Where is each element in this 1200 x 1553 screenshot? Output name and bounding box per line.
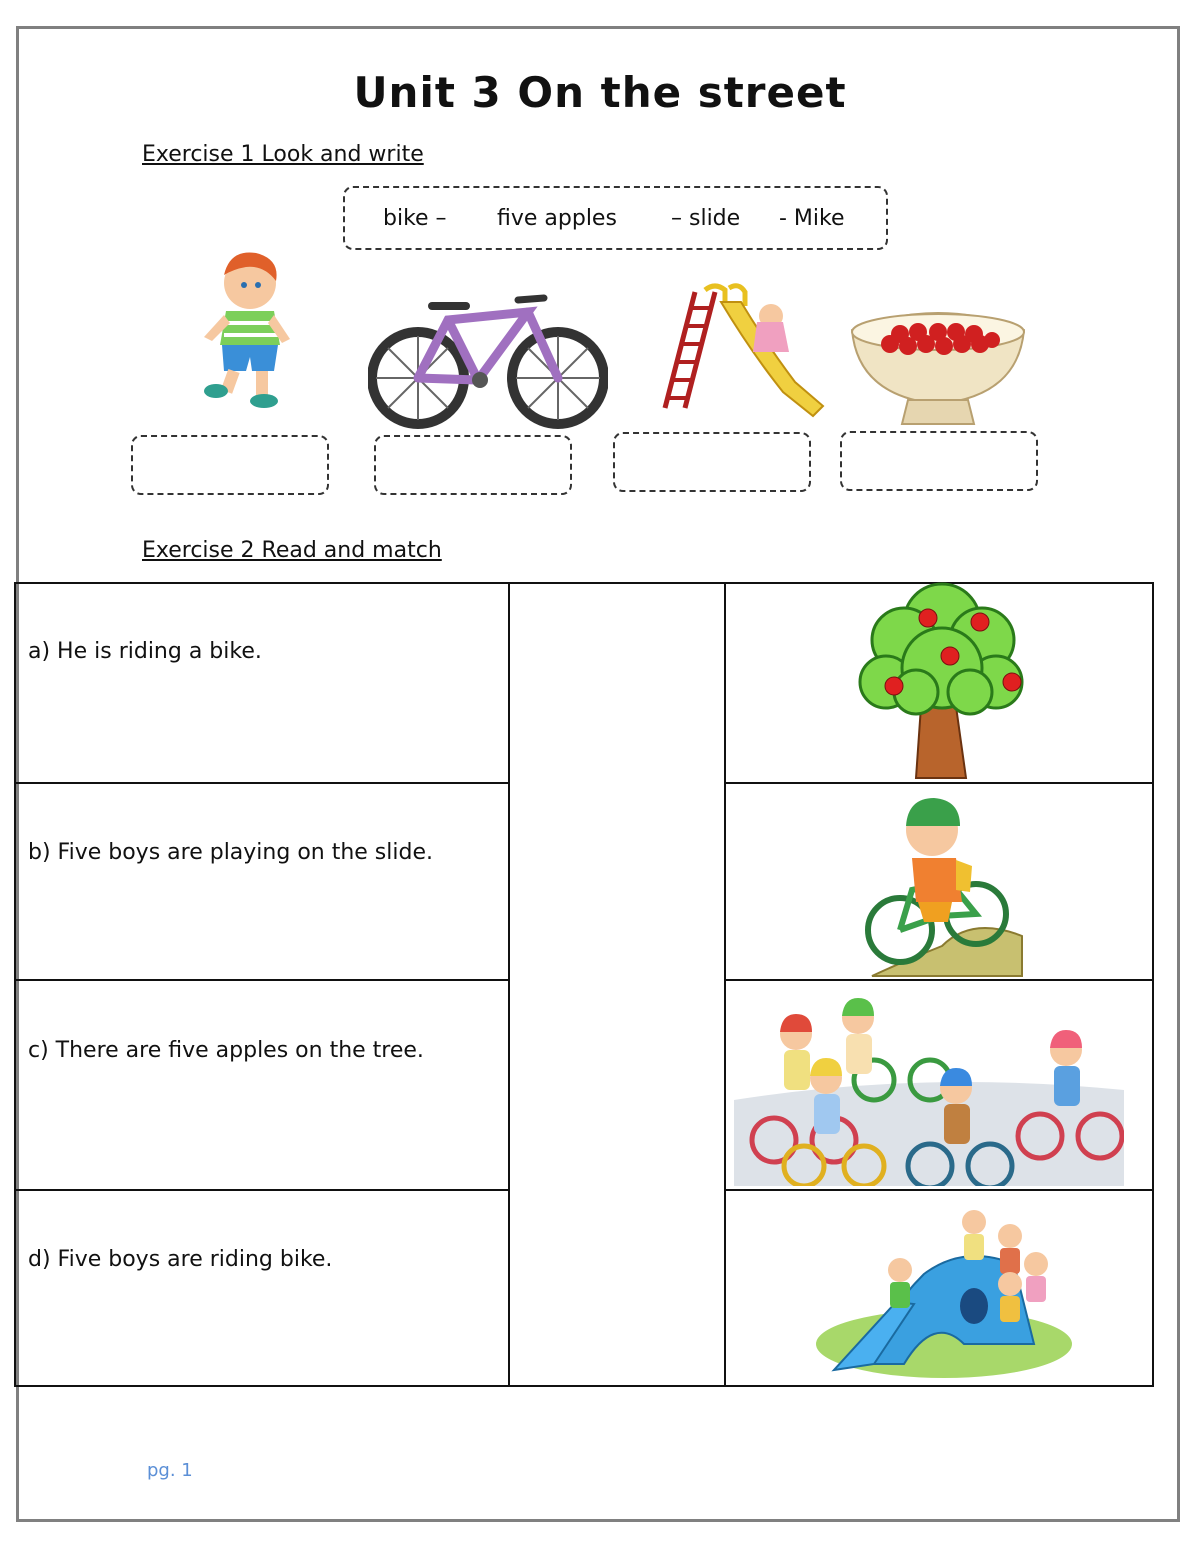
row-divider	[724, 1189, 1154, 1191]
page-number: pg. 1	[147, 1460, 193, 1481]
exercise1-heading: Exercise 1 Look and write	[142, 142, 424, 167]
match-table	[14, 582, 1154, 1387]
children-cycling-icon	[734, 990, 1124, 1186]
table-border	[1152, 582, 1154, 1387]
column-divider	[508, 582, 510, 1387]
table-border	[14, 582, 16, 1387]
word-bank-item: bike –	[383, 206, 447, 231]
word-bank-item: – slide	[671, 206, 741, 231]
table-border	[14, 1385, 1154, 1387]
row-divider	[14, 782, 510, 784]
answer-box-1[interactable]	[131, 435, 329, 495]
apple-tree-icon	[846, 582, 1036, 780]
boy-walking-icon	[190, 245, 300, 415]
answer-box-3[interactable]	[613, 432, 811, 492]
word-bank	[343, 186, 888, 250]
bicycle-icon	[368, 290, 608, 430]
row-divider	[14, 979, 510, 981]
page-title: Unit 3 On the street	[353, 68, 847, 117]
sentence-a: a) He is riding a bike.	[28, 639, 262, 664]
word-bank-item: five apples	[497, 206, 617, 231]
sentence-b: b) Five boys are playing on the slide.	[28, 840, 433, 865]
children-slide-icon	[814, 1194, 1074, 1384]
answer-box-4[interactable]	[840, 431, 1038, 491]
boy-cycling-icon	[852, 786, 1032, 978]
row-divider	[14, 1189, 510, 1191]
sentence-d: d) Five boys are riding bike.	[28, 1247, 333, 1272]
exercise2-heading: Exercise 2 Read and match	[142, 538, 442, 563]
row-divider	[724, 782, 1154, 784]
answer-box-2[interactable]	[374, 435, 572, 495]
word-bank-item: - Mike	[779, 206, 845, 231]
column-divider	[724, 582, 726, 1387]
row-divider	[724, 979, 1154, 981]
sentence-c: c) There are five apples on the tree.	[28, 1038, 424, 1063]
slide-icon	[655, 282, 825, 422]
apple-bowl-icon	[848, 300, 1028, 430]
